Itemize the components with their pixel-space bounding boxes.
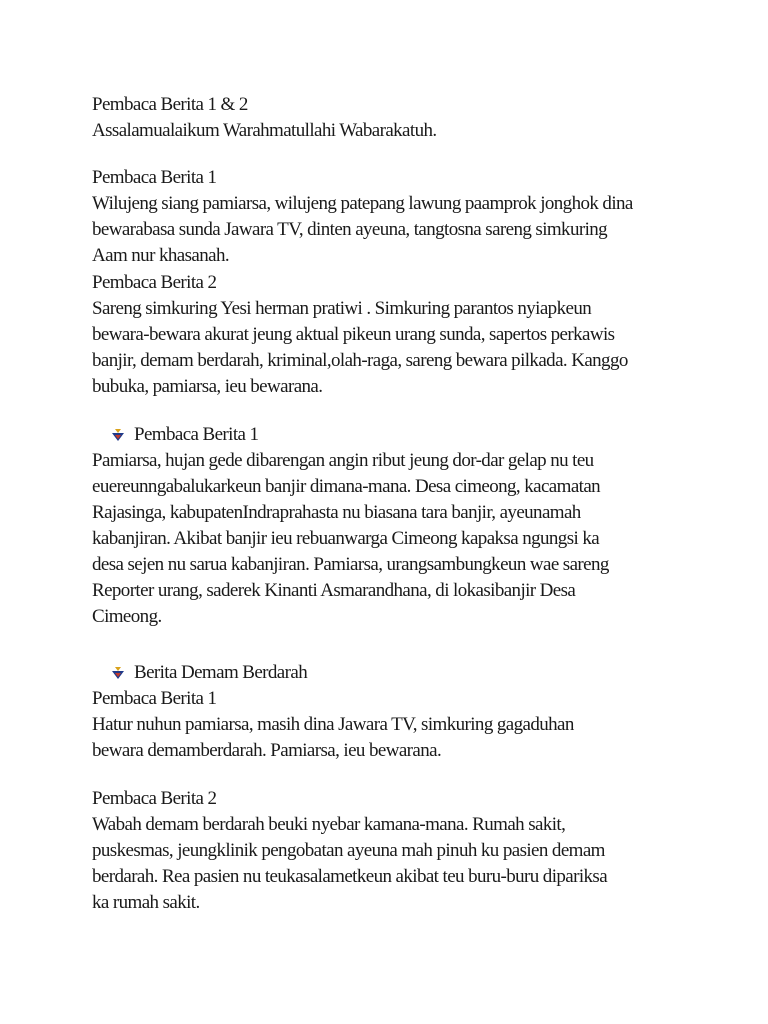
section-dengue-reader-1 xyxy=(92,686,692,764)
text-line: Wilujeng siang pamiarsa, wilujeng patepang lawung paamprok jonghok dina xyxy=(92,193,633,214)
text-line: euereunngabalukarkeun banjir dimana-mana. Desa cimeong, kacamatan xyxy=(92,476,601,497)
text-line: kabanjiran. Akibat banjir ieu rebuanwarga Cimeong kapaksa ngungsi ka xyxy=(92,528,600,549)
text-line: Pamiarsa, hujan gede dibarengan angin ribut jeung dor-dar gelap nu teu xyxy=(92,450,594,471)
text-line: Cimeong. xyxy=(92,606,162,627)
paragraph xyxy=(92,812,692,916)
paragraph xyxy=(92,191,692,269)
section-flood-news xyxy=(92,448,692,630)
speaker-heading: Pembaca Berita 2 xyxy=(92,272,217,293)
text-line: bewara demamberdarah. Pamiarsa, ieu bewarana. xyxy=(92,740,442,761)
text-line: berdarah. Rea pasien nu teukasalametkeun akibat teu buru-buru dipariksa xyxy=(92,866,608,887)
paragraph xyxy=(92,448,692,630)
bullet-label: Berita Demam Berdarah xyxy=(134,662,308,683)
text-line: Wabah demam berdarah beuki nyebar kamana-mana. Rumah sakit, xyxy=(92,814,566,835)
speaker-heading: Pembaca Berita 1 xyxy=(92,167,217,188)
text-line: Rajasinga, kabupatenIndraprahasta nu biasana tara banjir, ayeunamah xyxy=(92,502,581,523)
text-line: ka rumah sakit. xyxy=(92,892,200,913)
text-line: banjir, demam berdarah, kriminal,olah-raga, sareng bewara pilkada. Kanggo xyxy=(92,350,628,371)
text-line: bewarabasa sunda Jawara TV, dinten ayeuna, tangtosna sareng simkuring xyxy=(92,219,608,240)
text-line: Reporter urang, saderek Kinanti Asmarandhana, di lokasibanjir Desa xyxy=(92,580,576,601)
text-line: bubuka, pamiarsa, ieu bewarana. xyxy=(92,376,323,397)
text-line: bewara-bewara akurat jeung aktual pikeun urang sunda, sapertos perkawis xyxy=(92,324,615,345)
paragraph xyxy=(92,712,692,764)
bullet-heading xyxy=(111,660,307,686)
bullet-arrow-icon xyxy=(111,666,125,680)
paragraph xyxy=(92,296,692,400)
bullet-label: Pembaca Berita 1 xyxy=(134,424,259,445)
text-line: Sareng simkuring Yesi herman pratiwi . Simkuring parantos nyiapkeun xyxy=(92,298,592,319)
paragraph xyxy=(92,118,692,144)
text-line: puskesmas, jeungklinik pengobatan ayeuna mah pinuh ku pasien demam xyxy=(92,840,605,861)
speaker-heading: Pembaca Berita 1 & 2 xyxy=(92,94,248,115)
section-dengue-reader-2 xyxy=(92,786,692,916)
speaker-heading: Pembaca Berita 1 xyxy=(92,688,217,709)
bullet-heading xyxy=(111,422,258,448)
bullet-arrow-icon xyxy=(111,428,125,442)
text-line: Hatur nuhun pamiarsa, masih dina Jawara TV, simkuring gagaduhan xyxy=(92,714,574,735)
section-opening xyxy=(92,92,692,144)
text-line: Aam nur khasanah. xyxy=(92,245,230,266)
section-reader-2 xyxy=(92,270,692,400)
text-line: desa sejen nu sarua kabanjiran. Pamiarsa, urangsambungkeun wae sareng xyxy=(92,554,609,575)
speaker-heading: Pembaca Berita 2 xyxy=(92,788,217,809)
text-line: Assalamualaikum Warahmatullahi Wabarakatuh. xyxy=(92,120,437,141)
section-reader-1 xyxy=(92,165,692,269)
